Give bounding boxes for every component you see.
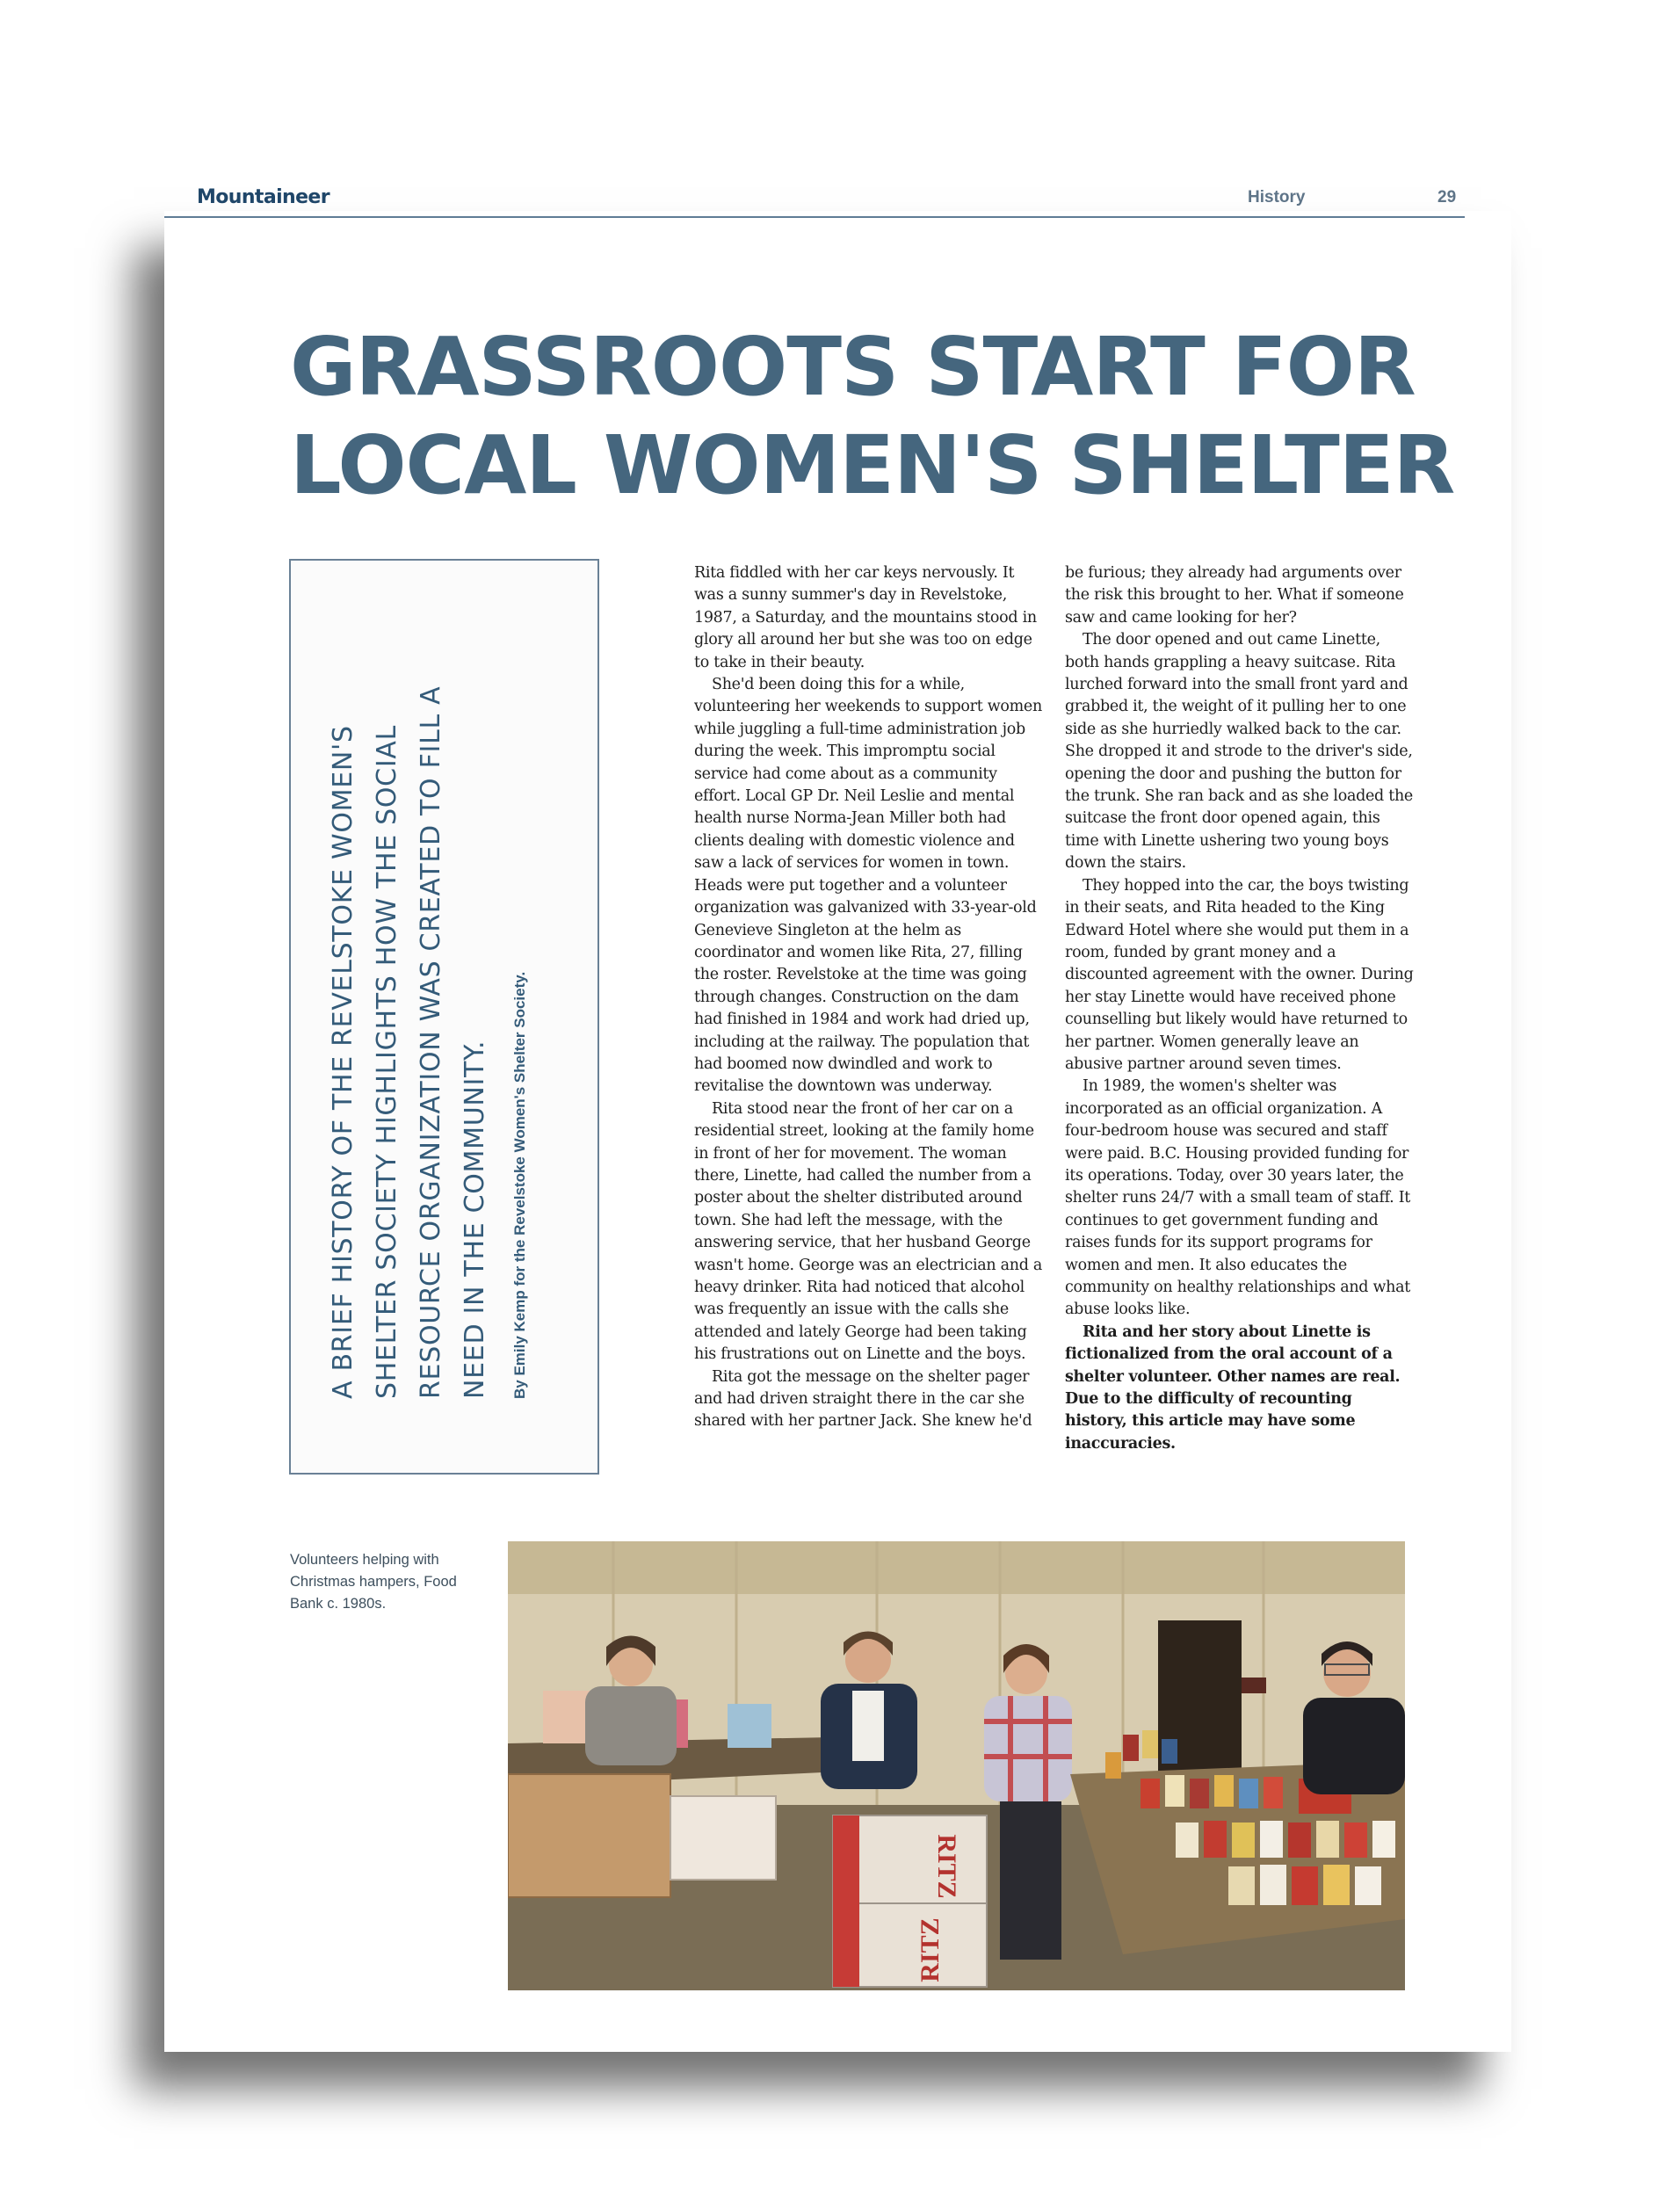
photo-illustration xyxy=(508,1541,1405,1990)
page-number: 29 xyxy=(1437,188,1457,207)
photo-caption: Volunteers helping with Christmas hampers, Food Bank c. 1980s. xyxy=(290,1552,457,1612)
headline-line-1: GRASSROOTS START FOR xyxy=(290,320,1416,414)
page-header xyxy=(164,183,1465,218)
ritz-box-label-2: RITZ xyxy=(916,1917,945,1982)
deck-rotated-content xyxy=(322,617,529,1399)
paragraph: Rita got the message on the shelter pager and had driven straight there in the car she shared with her partner Jack. She knew he'd xyxy=(694,1367,1032,1431)
paragraph: They hopped into the car, the boys twisting in their seats, and Rita headed to the King Edward Hotel where she would put them in a room, funded by grant money and a discounted agreement with the owner. During her stay Linette would have received phone counselling but likely would have returned to her partner. Women generally leave an abusive partner around seven times. xyxy=(1065,876,1414,1073)
article-headline xyxy=(290,318,1520,515)
paragraph: She'd been doing this for a while, volunteering her weekends to support women while juggling a full-time administration job during the week. This impromptu social service had come about as a community effort. Local GP Dr. Neil Leslie and mental health nurse Norma-Jean Miller both had clients dealing with domestic violence and saw a lack of services for women in town. Heads were put together and a volunteer organization was galvanized with 33-year-old Genevieve Singleton at the helm as coordinator and women like Rita, 27, filling the roster. Revelstoke at the time was going through changes. Construction on the dam had finished in 1984 and work had dried up, including at the railway. The population that had boomed now dwindled and work to revitalise the downtown was underway. xyxy=(694,676,1042,1096)
paragraph: The door opened and out came Linette, both hands grappling a heavy suitcase. Rita lurched forward into the small front yard and grabbed it, the weight of it pulling her to one side as she hurriedly walked back to the car. She dropped it and strode to the driver's side, opening the door and pushing the button for the trunk. She ran back and as she loaded the suitcase the front door opened again, this time with Linette ushering two young boys down the stairs. xyxy=(1065,631,1413,873)
magazine-brand: Mountaineer xyxy=(197,186,329,208)
deck-box xyxy=(289,559,599,1475)
editor-note: Rita and her story about Linette is fictionalized from the oral account of a shelter volunteer. Other names are real. Due to the difficulty of recounting history, this article may have some inaccuracies. xyxy=(1065,1323,1401,1453)
section-label: History xyxy=(1248,188,1306,207)
article-column-1 xyxy=(694,562,1046,1433)
deck-text: A BRIEF HISTORY OF THE REVELSTOKE WOMEN'S SHELTER SOCIETY HIGHLIGHTS HOW THE SOCIAL RESOURCE ORGANIZATION WAS CREATED TO FILL A NEED IN THE COMMUNITY. xyxy=(328,685,490,1399)
byline: By Emily Kemp for the Revelstoke Women's Shelter Society. xyxy=(511,971,528,1399)
paragraph: In 1989, the women's shelter was incorporated as an official organization. A four-bedroom house was secured and staff were paid. B.C. Housing provided funding for its operations. Today, over 30 years later, the shelter runs 24/7 with a small team of staff. It continues to get government funding and raises funds for its support programs for women and men. It also educates the community on healthy relationships and what abuse looks like. xyxy=(1065,1077,1411,1319)
paragraph: Rita fiddled with her car keys nervously. It was a sunny summer's day in Revelstoke, 1987, a Saturday, and the mountains stood in glory all around her but she was too on edge to take in their beauty. xyxy=(694,564,1037,671)
volunteers-photo xyxy=(508,1541,1405,1990)
headline-line-2: LOCAL WOMEN'S SHELTER xyxy=(290,418,1455,512)
paragraph: be furious; they already had arguments over the risk this brought to her. What if someone saw and came looking for her? xyxy=(1065,564,1404,627)
ritz-box-label: RITZ xyxy=(932,1834,961,1899)
paragraph: Rita stood near the front of her car on a residential street, looking at the family home in front of her for movement. The woman there, Linette, had called the number from a poster about the shelter distributed around town. She had left the message, with the answering service, that her husband George wasn't home. George was an electrician and a heavy drinker. Rita had noticed that alcohol was frequently an issue with the calls she attended and lately George had been taking his frustrations out on Linette and the boys. xyxy=(694,1099,1043,1364)
article-column-2 xyxy=(1065,562,1416,1455)
